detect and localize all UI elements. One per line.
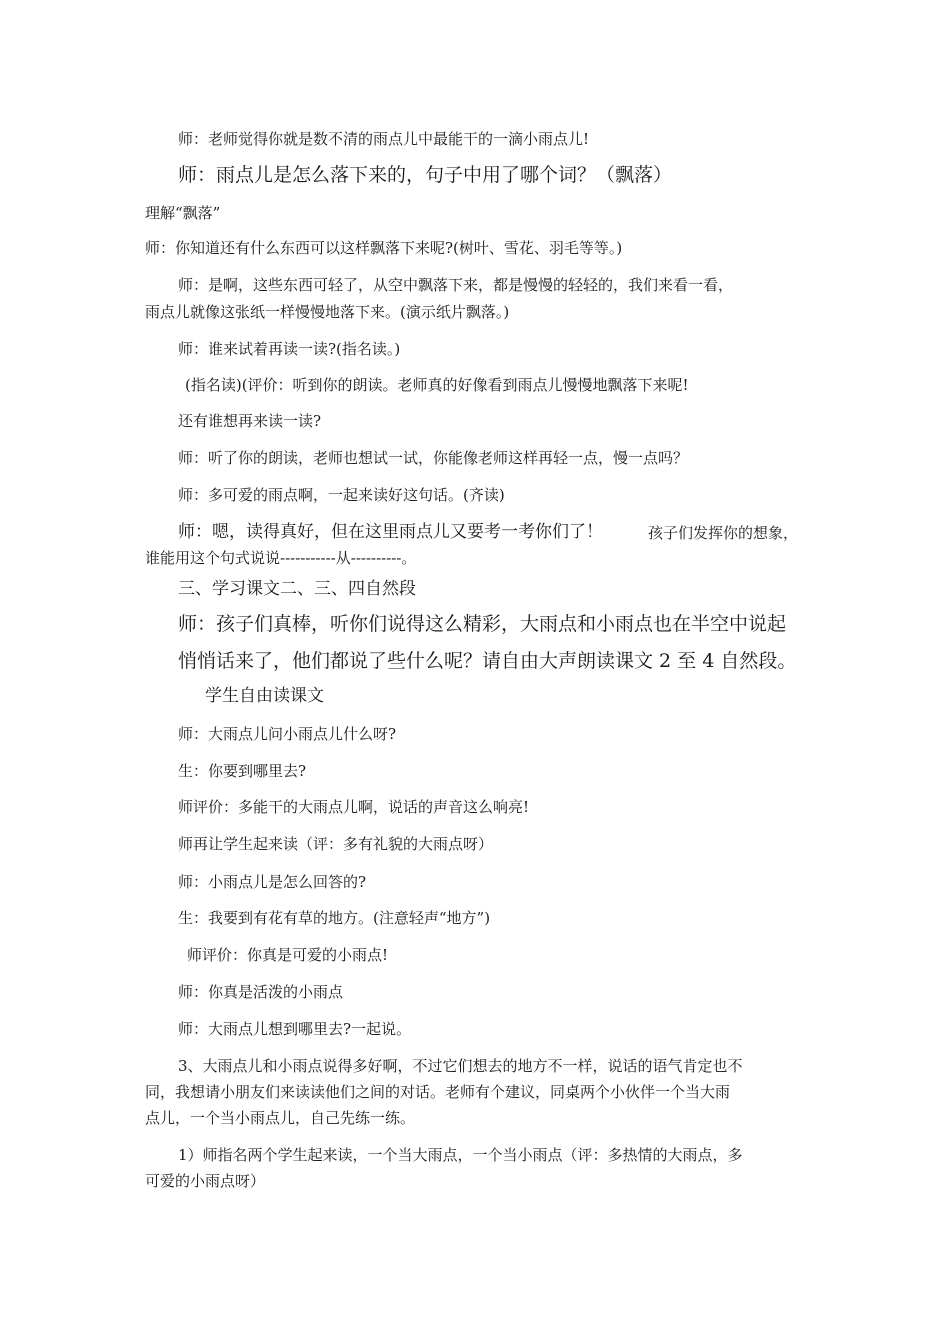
paragraph: 雨点儿就像这张纸一样慢慢地落下来。(演示纸片飘落。) xyxy=(145,303,510,321)
paragraph: (指名读)(评价：听到你的朗读。老师真的好像看到雨点儿慢慢地飘落下来呢! xyxy=(185,376,689,394)
paragraph: 1）师指名两个学生起来读，一个当大雨点，一个当小雨点（评：多热情的大雨点，多 xyxy=(178,1146,743,1164)
paragraph: 师：孩子们真棒，听你们说得这么精彩，大雨点和小雨点也在半空中说起 xyxy=(178,613,787,635)
section-heading: 三、学习课文二、三、四自然段 xyxy=(178,579,416,599)
paragraph: 师再让学生起来读（评：多有礼貌的大雨点呀） xyxy=(178,835,494,853)
paragraph: 悄悄话来了，他们都说了些什么呢？请自由大声朗读课文 2 至 4 自然段。 xyxy=(178,650,797,672)
paragraph: 3、大雨点儿和小雨点说得多好啊，不过它们想去的地方不一样，说话的语气肯定也不 xyxy=(178,1057,743,1075)
paragraph: 可爱的小雨点呀） xyxy=(145,1172,266,1190)
paragraph: 师：老师觉得你就是数不清的雨点儿中最能干的一滴小雨点儿! xyxy=(178,130,590,148)
paragraph: 还有谁想再来读一读? xyxy=(178,412,322,430)
paragraph: 师评价：多能干的大雨点儿啊，说话的声音这么响亮! xyxy=(178,798,530,816)
paragraph: 师：听了你的朗读，老师也想试一试，你能像老师这样再轻一点，慢一点吗？ xyxy=(178,449,689,467)
paragraph: 生：我要到有花有草的地方。(注意轻声“地方”) xyxy=(178,909,491,927)
paragraph: 师：谁来试着再读一读?(指名读。) xyxy=(178,340,401,358)
paragraph: 师：小雨点儿是怎么回答的? xyxy=(178,873,367,891)
paragraph: 谁能用这个句式说说-----------从----------。 xyxy=(145,549,417,567)
paragraph: 生：你要到哪里去? xyxy=(178,762,307,780)
paragraph: 师：大雨点儿想到哪里去?一起说。 xyxy=(178,1020,412,1038)
paragraph: 师：大雨点儿问小雨点儿什么呀? xyxy=(178,725,397,743)
paragraph: 师：是啊，这些东西可轻了，从空中飘落下来，都是慢慢的轻轻的，我们来看一看， xyxy=(178,276,734,294)
paragraph: 师：你真是活泼的小雨点 xyxy=(178,983,344,1001)
paragraph: 孩子们发挥你的想象， xyxy=(648,524,799,542)
paragraph: 师评价：你真是可爱的小雨点! xyxy=(187,946,389,964)
paragraph: 点儿，一个当小雨点儿，自己先练一练。 xyxy=(145,1109,416,1127)
paragraph: 学生自由读课文 xyxy=(205,686,324,706)
paragraph: 师：多可爱的雨点啊，一起来读好这句话。(齐读) xyxy=(178,486,505,504)
paragraph: 师：你知道还有什么东西可以这样飘落下来呢?(树叶、雪花、羽毛等等。) xyxy=(145,239,623,257)
paragraph: 师：雨点儿是怎么落下来的，句子中用了哪个词？（飘落） xyxy=(178,164,673,186)
paragraph: 理解“飘落” xyxy=(145,204,221,222)
paragraph: 同，我想请小朋友们来读读他们之间的对话。老师有个建议，同桌两个小伙伴一个当大雨 xyxy=(145,1083,731,1101)
paragraph: 师：嗯，读得真好，但在这里雨点儿又要考一考你们了！ xyxy=(178,522,603,542)
